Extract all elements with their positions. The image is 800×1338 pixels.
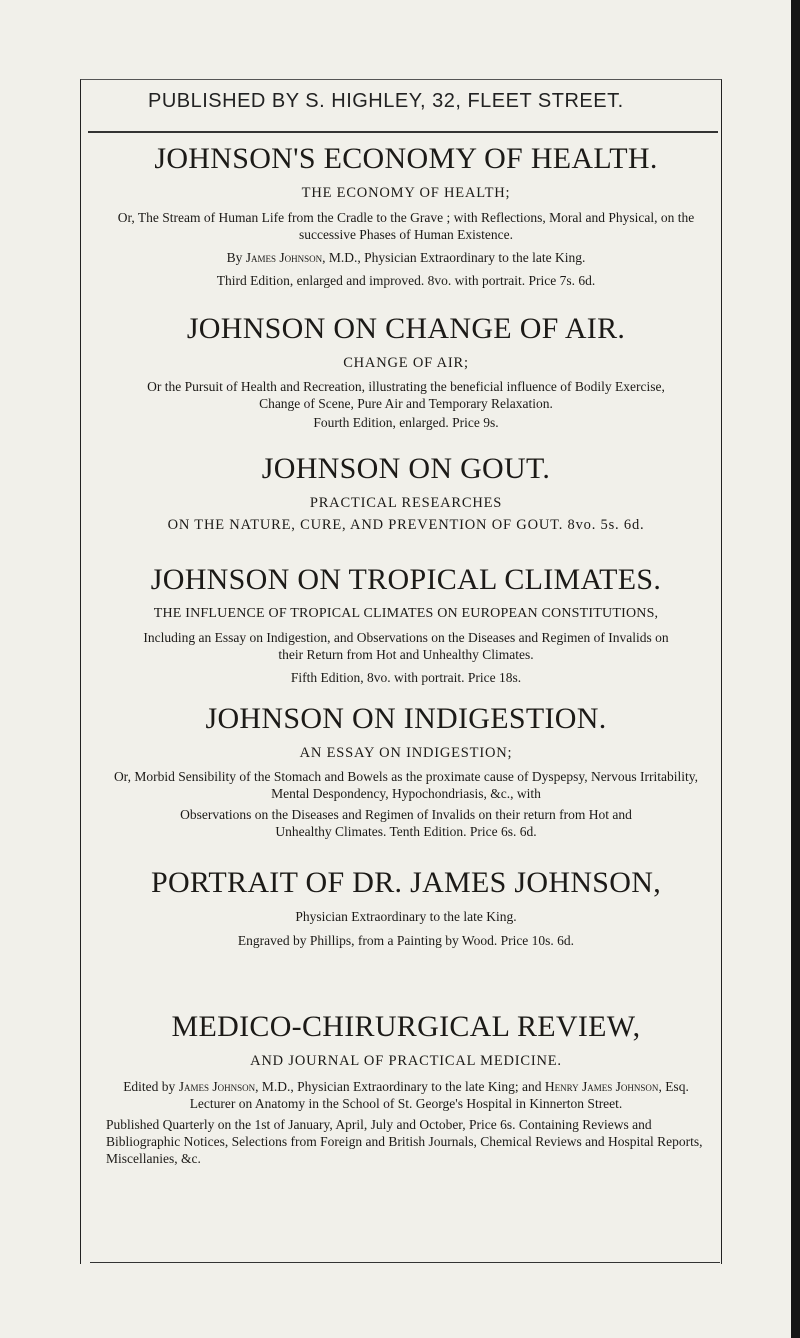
section-subheading: CHANGE OF AIR; bbox=[343, 355, 469, 371]
section-economy-of-health bbox=[96, 142, 716, 289]
section-description: Or, Morbid Sensibility of the Stomach and Bowels as the proximate cause of Dyspepsy, Nervous Irritability, Mental Despondency, Hypochondriasis, &c., with bbox=[113, 769, 699, 801]
section-heading: JOHNSON ON TROPICAL CLIMATES. bbox=[150, 563, 662, 596]
editors-prefix: Edited by bbox=[123, 1079, 176, 1094]
section-subheading: PRACTICAL RESEARCHES bbox=[309, 495, 503, 511]
editor-1-name: James Johnson bbox=[178, 1079, 256, 1094]
editors-mid: , M.D., Physician Extraordinary to the late King; and bbox=[255, 1079, 542, 1094]
editors-rest: , Esq. Lecturer on Anatomy in the School of St. George's Hospital in Kinnerton Street. bbox=[189, 1079, 689, 1111]
editor-2-name: Henry James Johnson bbox=[544, 1079, 659, 1094]
section-heading: JOHNSON ON CHANGE OF AIR. bbox=[186, 312, 626, 345]
section-subheading: AN ESSAY ON INDIGESTION; bbox=[299, 745, 513, 761]
section-description: Or the Pursuit of Health and Recreation, illustrating the beneficial influence of Bodily Exercise, Change of Scene, Pure Air and Temporary Relaxation. bbox=[147, 379, 665, 411]
section-tropical-climates bbox=[96, 563, 716, 686]
section-indigestion bbox=[96, 702, 716, 840]
section-editors bbox=[96, 1078, 716, 1112]
author-by: By bbox=[226, 250, 243, 265]
author-title: , M.D., Physician Extraordinary to the late King. bbox=[322, 250, 586, 265]
section-heading: JOHNSON ON GOUT. bbox=[261, 452, 551, 485]
section-description: Physician Extraordinary to the late King. bbox=[295, 909, 517, 924]
section-heading: MEDICO-CHIRURGICAL REVIEW, bbox=[171, 1010, 641, 1043]
section-heading: JOHNSON ON INDIGESTION. bbox=[205, 702, 607, 735]
section-heading: JOHNSON'S ECONOMY OF HEALTH. bbox=[154, 142, 658, 175]
header-rule bbox=[88, 131, 718, 133]
section-description-2: Observations on the Diseases and Regimen of Invalids on their return from Hot and Unhealthy Climates. Tenth Edition. Price 6s. 6d. bbox=[180, 807, 632, 839]
page-edge-shadow bbox=[791, 0, 800, 1338]
author-name: James Johnson bbox=[245, 250, 323, 265]
section-edition: Fifth Edition, 8vo. with portrait. Price 18s. bbox=[290, 670, 522, 685]
section-subheading: THE INFLUENCE OF TROPICAL CLIMATES ON EUROPEAN CONSTITUTIONS, bbox=[153, 606, 659, 621]
section-subheading: THE ECONOMY OF HEALTH; bbox=[301, 185, 511, 201]
section-heading: PORTRAIT OF DR. JAMES JOHNSON, bbox=[150, 866, 662, 899]
section-portrait bbox=[96, 866, 716, 949]
section-description: Published Quarterly on the 1st of January, April, July and October, Price 6s. Containing Reviews and Bibliographic Notices, Selections from Foreign and British Journals, Chemical Reviews and Hospital Reports, Miscellanies, &c. bbox=[106, 1117, 703, 1166]
section-gout bbox=[96, 452, 716, 534]
publisher-line: PUBLISHED BY S. HIGHLEY, 32, FLEET STREET. bbox=[148, 90, 624, 112]
section-author bbox=[96, 249, 716, 266]
section-change-of-air bbox=[96, 312, 716, 431]
section-edition: Third Edition, enlarged and improved. 8vo. with portrait. Price 7s. 6d. bbox=[216, 273, 596, 288]
section-description: Or, The Stream of Human Life from the Cradle to the Grave ; with Reflections, Moral and Physical, on the successive Phases of Human Existence. bbox=[117, 210, 695, 242]
section-description: Including an Essay on Indigestion, and Observations on the Diseases and Regimen of Invalids on their Return from Hot and Unhealthy Climates. bbox=[143, 630, 669, 662]
section-edition: Fourth Edition, enlarged. Price 9s. bbox=[313, 415, 499, 430]
section-subheading-2: ON THE NATURE, CURE, AND PREVENTION OF GOUT. 8vo. 5s. 6d. bbox=[167, 517, 645, 533]
section-description-2: Engraved by Phillips, from a Painting by Wood. Price 10s. 6d. bbox=[237, 933, 575, 948]
section-medico-chirurgical-review bbox=[96, 1010, 716, 1167]
section-subheading: AND JOURNAL OF PRACTICAL MEDICINE. bbox=[250, 1053, 562, 1069]
footer-rule bbox=[90, 1262, 720, 1263]
